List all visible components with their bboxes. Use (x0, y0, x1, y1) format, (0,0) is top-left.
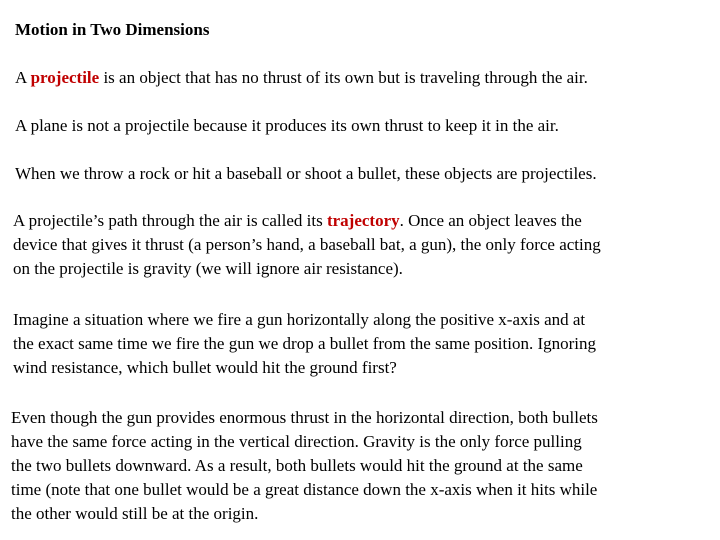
term-trajectory: trajectory (326, 211, 400, 230)
line (13, 209, 601, 233)
text: A (15, 68, 31, 87)
text: A projectile’s path through the air is called its (13, 211, 327, 230)
line: device that gives it thrust (a person’s hand, a baseball bat, a gun), the only force acting (13, 235, 601, 254)
line: the exact same time we fire the gun we drop a bullet from the same position. Ignoring (13, 334, 597, 353)
line: wind resistance, which bullet would hit the ground first? (13, 358, 397, 377)
line: Imagine a situation where we fire a gun horizontally along the positive x-axis and at (13, 310, 586, 329)
text: When we throw a rock or hit a baseball or shoot a bullet, these objects are projectiles. (15, 164, 597, 183)
paragraph-question (13, 308, 596, 380)
paragraph-answer (11, 406, 598, 526)
text: is an object that has no thrust of its own but is traveling through the air. (99, 68, 588, 87)
paragraph-projectile-definition (15, 66, 588, 90)
text: A plane is not a projectile because it produces its own thrust to keep it in the air. (15, 116, 559, 135)
paragraph-trajectory (13, 209, 601, 281)
line: on the projectile is gravity (we will ignore air resistance). (13, 259, 403, 278)
line: the two bullets downward. As a result, both bullets would hit the ground at the same (11, 456, 583, 475)
line: have the same force acting in the vertical direction. Gravity is the only force pulling (11, 432, 582, 451)
paragraph-examples (15, 162, 597, 186)
paragraph-plane (15, 114, 559, 138)
text: . Once an object leaves the (399, 211, 582, 230)
term-projectile: projectile (30, 68, 100, 87)
page-title: Motion in Two Dimensions (15, 20, 210, 39)
line: the other would still be at the origin. (11, 504, 259, 523)
line: Even though the gun provides enormous thrust in the horizontal direction, both bullets (11, 408, 598, 427)
line: time (note that one bullet would be a great distance down the x-axis when it hits while (11, 480, 598, 499)
